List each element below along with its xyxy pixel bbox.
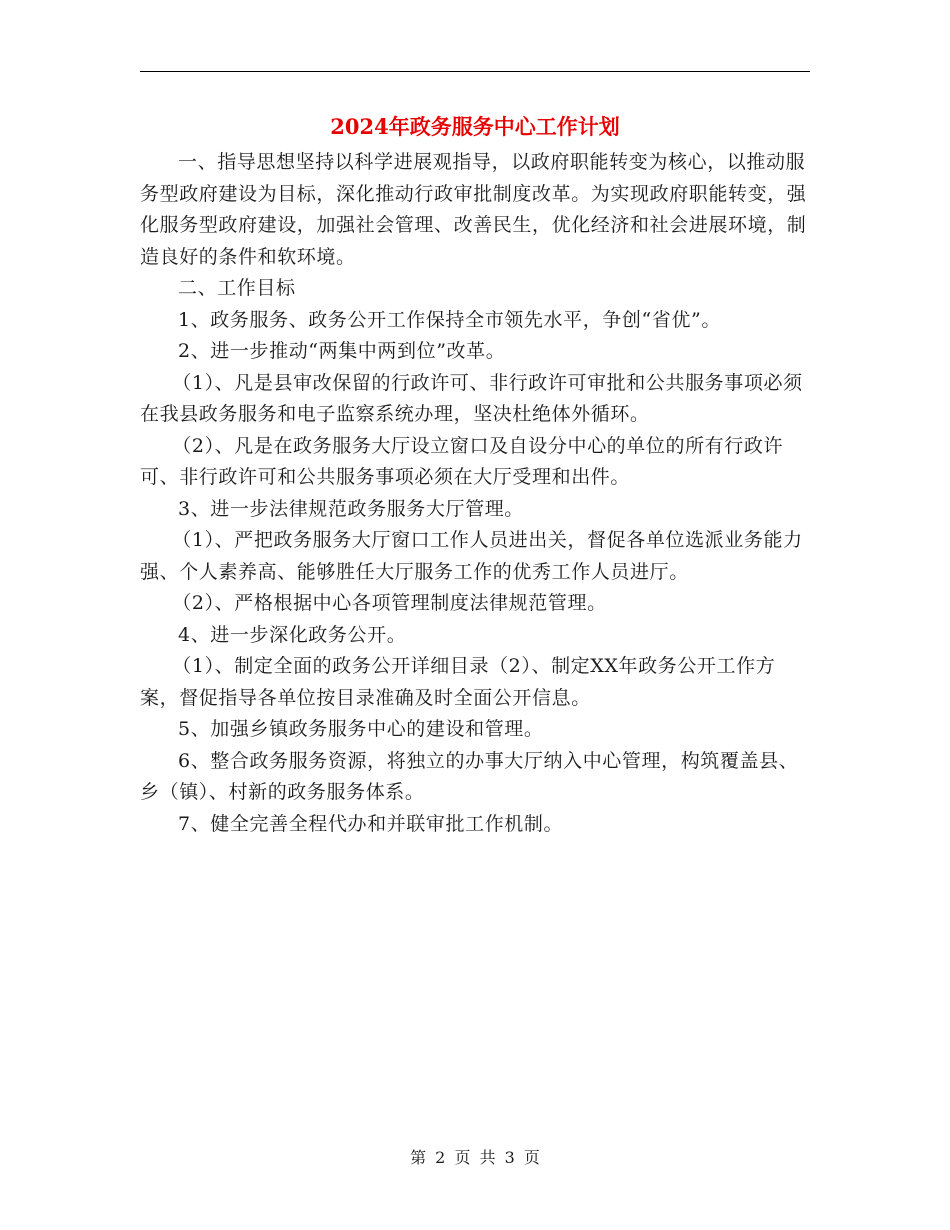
paragraph-goal-5: 5、加强乡镇政务服务中心的建设和管理。 [178,718,544,740]
paragraph-goal-1: 1、政务服务、政务公开工作保持全市领先水平，争创“省优”。 [178,308,721,331]
paragraph-goal-4: 4、进一步深化政务公开。 [178,623,407,646]
paragraph-goal-3-item-2: （2）、严格根据中心各项管理制度法律规范管理。 [172,592,607,614]
paragraph-work-goals-heading: 二、工作目标 [178,277,296,299]
header-rule [140,71,810,72]
document-body [140,147,810,840]
paragraph-goal-3: 3、进一步法律规范政务服务大厅管理。 [178,497,524,520]
paragraph-goal-7: 7、健全完善全程代办和并联审批工作机制。 [178,812,564,835]
paragraph-goal-4-item-1: （1）、制定全面的政务公开详细目录（2）、制定XX年政务公开工作方案，督促指导各单位按目录准确及时全面公开信息。 [140,655,776,709]
page-footer: 第 2 页 共 3 页 [410,1148,540,1167]
paragraph-goal-2-item-2: （2）、凡是在政务服务大厅设立窗口及自设分中心的单位的所有行政许可、非行政许可和公共服务事项必须在大厅受理和出件。 [140,434,784,488]
document-title: 2024年政务服务中心工作计划 [330,114,620,139]
paragraph-goal-6: 6、整合政务服务资源，将独立的办事大厅纳入中心管理，构筑覆盖县、乡（镇）、村新的政务服务体系。 [140,749,799,803]
paragraph-guiding-ideology: 一、指导思想坚持以科学进展观指导，以政府职能转变为核心，以推动服务型政府建设为目标，深化推动行政审批制度改革。为实现政府职能转变，强化服务型政府建设，加强社会管理、改善民生，优化经济和社会进展环境，制造良好的条件和软环境。 [140,151,807,268]
paragraph-goal-3-item-1: （1）、严把政务服务大厅窗口工作人员进出关，督促各单位选派业务能力强、个人素养高、能够胜任大厅服务工作的优秀工作人员进厅。 [140,529,803,583]
paragraph-goal-2-item-1: （1）、凡是县审改保留的行政许可、非行政许可审批和公共服务事项必须在我县政务服务和电子监察系统办理，坚决杜绝体外循环。 [140,371,803,425]
paragraph-goal-2: 2、进一步推动“两集中两到位”改革。 [178,340,506,362]
